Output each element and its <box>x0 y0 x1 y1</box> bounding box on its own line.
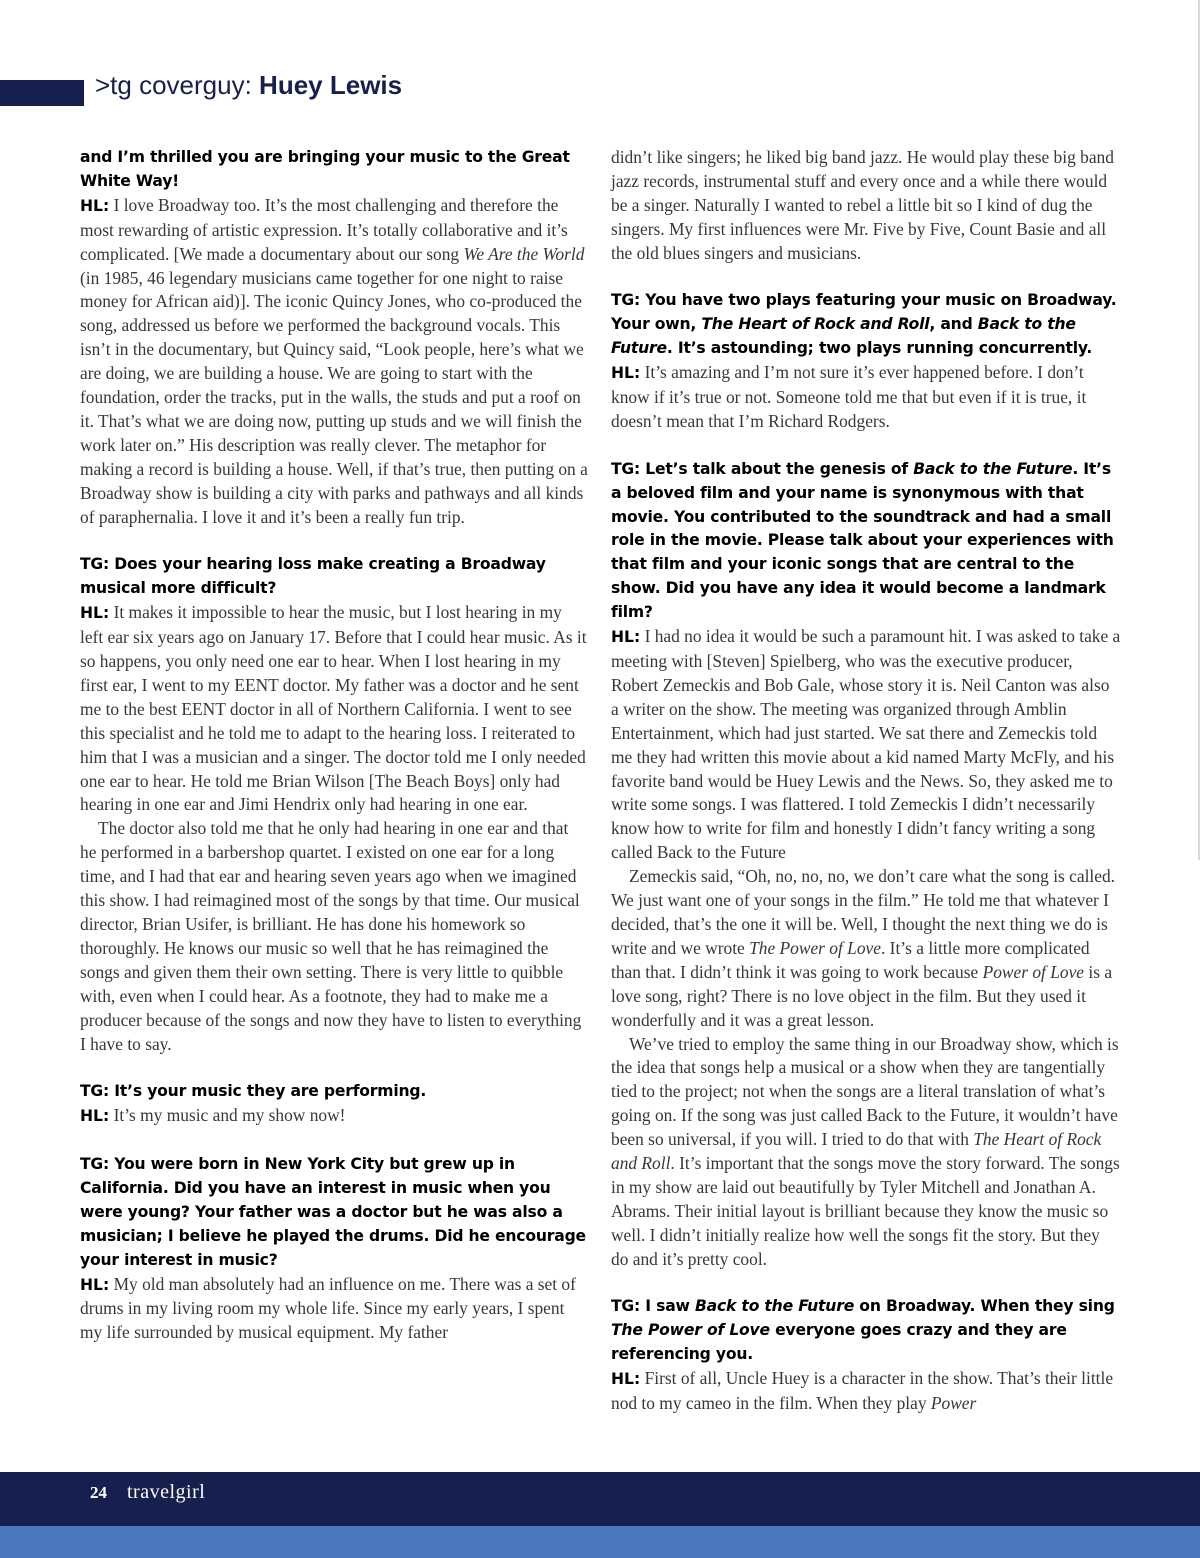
italic-title: The Heart of Rock and Roll <box>701 315 930 334</box>
text-run: I had no idea it would be such a paramount hit. I was asked to take a meeting with [Steven] Spielberg, who was the executive producer, Robert Zemeckis and Bob Gale, whose story it is. Neil Canton was also a writer on the show. The meeting was organized through Amblin Entertainment, which had just started. We sat there and Zemeckis told me they had written this movie about a kid named Marty McFly, and his favorite band would be Huey Lewis and the News. So, they asked me to write some songs. I was flattered. I told Zemeckis I didn’t necessarily know how to write for film and honestly I didn’t fancy writing a song called Back to the Future <box>611 626 1121 863</box>
italic-title: The Power of Love <box>611 1321 770 1340</box>
answer-paragraph <box>611 146 1121 266</box>
interview-block <box>611 458 1121 1272</box>
interview-question <box>611 289 1121 361</box>
text-run: TG: Does your hearing loss make creating a Broadway musical more difficult? <box>80 555 546 598</box>
text-run: We’ve tried to employ the same thing in our Broadway show, which is the idea that songs help a musical or a show when they are tangentially tied to the project; not when the songs are a literal translation of what’s going on. If the song was just called Back to the Future, it wouldn’t have been so universal, if you will. I tried to do that with <box>611 1033 1119 1150</box>
text-run: I love Broadway too. It’s the most challenging and therefore the most rewarding of artistic expression. It’s totally collaborative and it’s complicated. [We made a documentary about our song <box>80 194 568 264</box>
italic-title: Power <box>930 1393 977 1414</box>
speaker-label: HL: <box>611 1370 641 1389</box>
text-run: Zemeckis said, “Oh, no, no, no, we don’t care what the song is called. We just want one of your songs in the film.” He told me that whatever I decided, that’s the one it will be. Well, I thought the next thing we do is write and we wrote <box>611 866 1116 958</box>
speaker-label: HL: <box>80 196 110 215</box>
footer-stripe <box>0 1526 1200 1558</box>
speaker-label: HL: <box>611 628 641 647</box>
article-column-right <box>611 146 1121 1440</box>
italic-title: Back to the Future <box>694 1297 855 1316</box>
interview-question <box>80 553 588 601</box>
italic-title: Back to the Future <box>913 459 1073 478</box>
answer-paragraph <box>80 1104 588 1129</box>
interview-block <box>80 146 588 530</box>
italic-title: Power of Love <box>982 961 1085 982</box>
text-run: and I’m thrilled you are bringing your music to the Great White Way! <box>80 148 570 190</box>
interview-question <box>80 146 588 194</box>
text-run: . It’s astounding; two plays running concurrently. <box>666 339 1093 358</box>
interview-block <box>611 146 1121 266</box>
interview-question <box>611 1295 1121 1367</box>
answer-paragraph <box>80 601 588 817</box>
italic-title: The Heart of Rock and Roll <box>611 1129 1102 1174</box>
text-run: My old man absolutely had an influence on me. There was a set of drums in my living room my whole life. Since my early years, I spent my life surrounded by musical equipment. My father <box>80 1273 576 1343</box>
answer-paragraph <box>611 625 1121 865</box>
interview-block <box>611 1295 1121 1416</box>
text-run: The doctor also told me that he only had hearing in one ear and that he performed in a barbershop quartet. I existed on one ear for a long time, and I had that ear and hearing seven years ago when we imagined this show. I had reimagined most of the songs by that time. Our musical director, Brian Usifer, is brilliant. He has done his homework so thoroughly. He knows our music so well that he has reimagined the songs and given them their own setting. There is very little to quibble with, even when I could hear. As a footnote, they had to make me a producer because of the songs and now they have to listen to everything I have to say. <box>80 818 582 1054</box>
speaker-label: HL: <box>80 604 110 623</box>
text-run: on Broadway. When they sing <box>854 1297 1115 1316</box>
interview-block <box>80 1080 588 1129</box>
article-column-left <box>80 146 588 1369</box>
interview-question <box>611 458 1121 625</box>
interview-block <box>611 289 1121 433</box>
interview-block <box>80 553 588 1056</box>
text-run: . It’s a beloved film and your name is synonymous with that movie. You contributed to the soundtrack and had a small role in the movie. Please talk about your experiences with that film and your iconic songs that are central to the show. Did you have any idea it would become a landmark film? <box>611 459 1114 622</box>
answer-paragraph <box>80 194 588 530</box>
text-run: , and <box>929 315 978 334</box>
page-number: 24 <box>90 1483 107 1502</box>
text-run: First of all, Uncle Huey is a character in the show. That’s their little nod to my cameo in the film. When they play <box>611 1368 1114 1414</box>
text-run: (in 1985, 46 legendary musicians came together for one night to raise money for African aid)]. The iconic Quincy Jones, who co-produced the song, addressed us before we performed the background vocals. This isn’t in the documentary, but Quincy said, “Look people, here’s what we are doing, we are building a house. We are going to start with the foundation, order the tracks, put in the walls, the studs and put a roof on it. That’s what we are doing now, putting up studs and we will finish the work later on.” His description was really clever. The metaphor for making a record is building a house. Well, if that’s true, then putting on a Broadway show is building a city with parks and pathways and all kinds of paraphernalia. I love it and it’s been a really fun trip. <box>80 267 588 527</box>
speaker-label: HL: <box>80 1275 110 1294</box>
text-run: . It’s important that the songs move the story forward. The songs in my show are laid out beautifully by Tyler Mitchell and Jonathan A. Abrams. Their initial layout is brilliant because they know the music so well. I didn’t initially realize how well the songs fit the story. But they do and it’s pretty cool. <box>611 1153 1120 1269</box>
interview-block <box>80 1153 588 1345</box>
italic-title: Back to the Future <box>611 315 1076 358</box>
answer-paragraph <box>611 1367 1121 1416</box>
text-run: didn’t like singers; he liked big band jazz. He would play these big band jazz records, instrumental stuff and every once and a while there would be a singer. Naturally I wanted to rebel a little bit so I kind of dug the singers. My first influences were Mr. Five by Five, Count Basie and all the old blues singers and musicians. <box>611 147 1114 263</box>
italic-title: We Are the World <box>463 243 585 264</box>
text-run: It makes it impossible to hear the music, but I lost hearing in my left ear six years ago on January 17. Before that I could hear music. As it so happens, you only need one ear to hear. When I lost hearing in my first ear, I went to my EENT doctor. My father was a doctor and he sent me to the best EENT doctor in all of Northern California. I went to see this specialist and he told me to adapt to the hearing loss. I reiterated to him that I was a musician and a singer. The doctor told me I only needed one ear to hear. He told me Brian Wilson [The Beach Boys] only had hearing in one ear and Jimi Hendrix only had hearing in one ear. <box>80 602 587 815</box>
speaker-label: HL: <box>611 364 641 383</box>
text-run: TG: I saw <box>611 1297 695 1316</box>
text-run: TG: You have two plays featuring your music on Broadway. Your own, <box>611 291 1117 334</box>
interview-question <box>80 1080 588 1104</box>
text-run: . It’s a little more complicated than that. I didn’t think it was going to work because <box>611 937 1090 982</box>
text-run: TG: It’s your music they are performing. <box>80 1082 427 1101</box>
answer-paragraph <box>611 865 1121 1032</box>
text-run: is a love song, right? There is no love object in the film. But they used it wonderfully and it was a great lesson. <box>611 961 1113 1030</box>
speaker-label: HL: <box>80 1107 110 1126</box>
italic-title: The Power of Love <box>749 937 881 958</box>
answer-paragraph <box>80 1273 588 1346</box>
interview-question <box>80 1153 588 1273</box>
magazine-brand: travelgirl <box>127 1481 206 1503</box>
header-accent-bar <box>0 80 84 106</box>
section-header <box>95 70 402 101</box>
answer-paragraph <box>611 1033 1121 1272</box>
section-subject-name: Huey Lewis <box>259 70 403 100</box>
answer-paragraph <box>611 361 1121 434</box>
text-run: It’s my music and my show now! <box>109 1105 346 1126</box>
text-run: TG: Let’s talk about the genesis of <box>611 459 914 478</box>
text-run: It’s amazing and I’m not sure it’s ever happened before. I don’t know if it’s true or not. Someone told me that but even if it is true, it doesn’t mean that I’m Richard Rodgers. <box>611 362 1087 431</box>
text-run: everyone goes crazy and they are referencing you. <box>611 1321 1067 1364</box>
answer-paragraph <box>80 817 588 1056</box>
text-run: TG: You were born in New York City but grew up in California. Did you have an interest in music when you were young? Your father was a doctor but he was also a musician; I believe he played the drums. Did he encourage your interest in music? <box>80 1155 586 1269</box>
section-prefix: >tg coverguy: <box>95 70 260 100</box>
